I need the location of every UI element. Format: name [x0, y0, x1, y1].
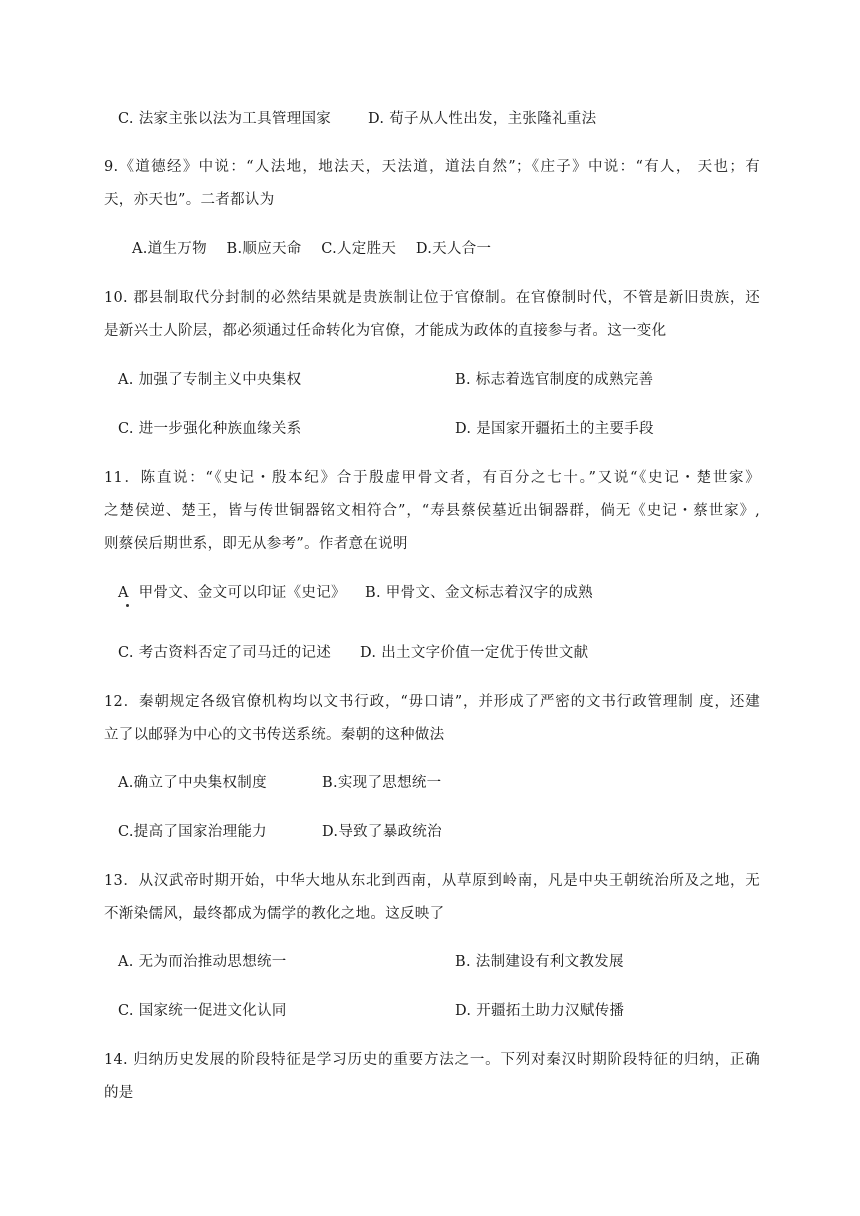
q12-option-a: A.确立了中央集权制度 [118, 775, 267, 791]
q10-option-a: A. 加强了专制主义中央集权 [118, 372, 302, 388]
q13-stem-line-2: 不渐染儒风，最终都成为儒学的教化之地。这反映了 [104, 906, 445, 922]
q8-option-c: C. 法家主张以法为工具管理国家 [118, 111, 332, 127]
q11-option-d: D. 出土文字价值一定优于传世文献 [360, 645, 589, 661]
q13-stem-line-1: 13．从汉武帝时期开始，中华大地从东北到西南，从草原到岭南，凡是中央王朝统治所及之地，无 [104, 873, 760, 889]
q10-stem-line-2: 是新兴士人阶层，都必须通过任命转化为官僚，才能成为政体的直接参与者。这一变化 [104, 323, 667, 339]
q8-option-d: D. 荀子从人性出发，主张隆礼重法 [368, 111, 597, 127]
q14-stem-line-2: 的是 [104, 1085, 134, 1101]
q12-option-c: C.提高了国家治理能力 [118, 824, 267, 840]
q11-stem-line-3: 则蔡侯后期世系，即无从参考”。作者意在说明 [104, 536, 408, 552]
q9-options: A.道生万物 B.顺应天命 C.人定胜天 D.天人合一 [132, 241, 492, 257]
q13-option-a: A. 无为而治推动思想统一 [118, 954, 287, 970]
q12-option-d: D.导致了暴政统治 [322, 824, 442, 840]
q11-stem-line-2: 之楚侯逆、楚王，皆与传世铜器铭文相符合”，“寿县蔡侯墓近出铜器群，倘无《史记・蔡世家》, [104, 503, 760, 519]
q12-option-b: B.实现了思想统一 [322, 775, 442, 791]
q11-option-c: C. 考古资料否定了司马迁的记述 [118, 645, 332, 661]
q12-stem-line-2: 立了以邮驿为中心的文书传送系统。秦朝的这种做法 [104, 727, 445, 743]
q13-option-b: B. 法制建设有利文教发展 [455, 954, 624, 970]
q14-stem-line-1: 14. 归纳历史发展的阶段特征是学习历史的重要方法之一。下列对秦汉时期阶段特征的归纳，正确 [104, 1052, 760, 1068]
q11-option-a: A 甲骨文、金文可以印证《史记》 [118, 585, 346, 601]
q13-option-d: D. 开疆拓土助力汉赋传播 [455, 1003, 625, 1019]
emphasis-dot [126, 604, 129, 607]
q10-option-c: C. 进一步强化种族血缘关系 [118, 421, 302, 437]
q13-option-c: C. 国家统一促进文化认同 [118, 1003, 287, 1019]
q9-stem-line-1: 9.《道德经》中说：“人法地，地法天，天法道，道法自然”；《庄子》中说：“有人， 天也；有 [104, 159, 760, 175]
q12-stem-line-1: 12．秦朝规定各级官僚机构均以文书行政，“毋口请”，并形成了严密的文书行政管理制 度，还建 [104, 694, 760, 710]
q10-option-d: D. 是国家开疆拓土的主要手段 [455, 421, 654, 437]
q10-stem-line-1: 10. 郡县制取代分封制的必然结果就是贵族制让位于官僚制。在官僚制时代，不管是新旧贵族，还 [104, 290, 760, 306]
q10-option-b: B. 标志着选官制度的成熟完善 [455, 372, 654, 388]
q9-stem-line-2: 天，亦天也”。二者都认为 [104, 192, 275, 208]
q11-option-b: B. 甲骨文、金文标志着汉字的成熟 [365, 585, 593, 601]
q11-stem-line-1: 11．陈直说：“《史记・殷本纪》合于殷虚甲骨文者，有百分之七十。”又说“《史记・楚世家》 [104, 470, 760, 486]
